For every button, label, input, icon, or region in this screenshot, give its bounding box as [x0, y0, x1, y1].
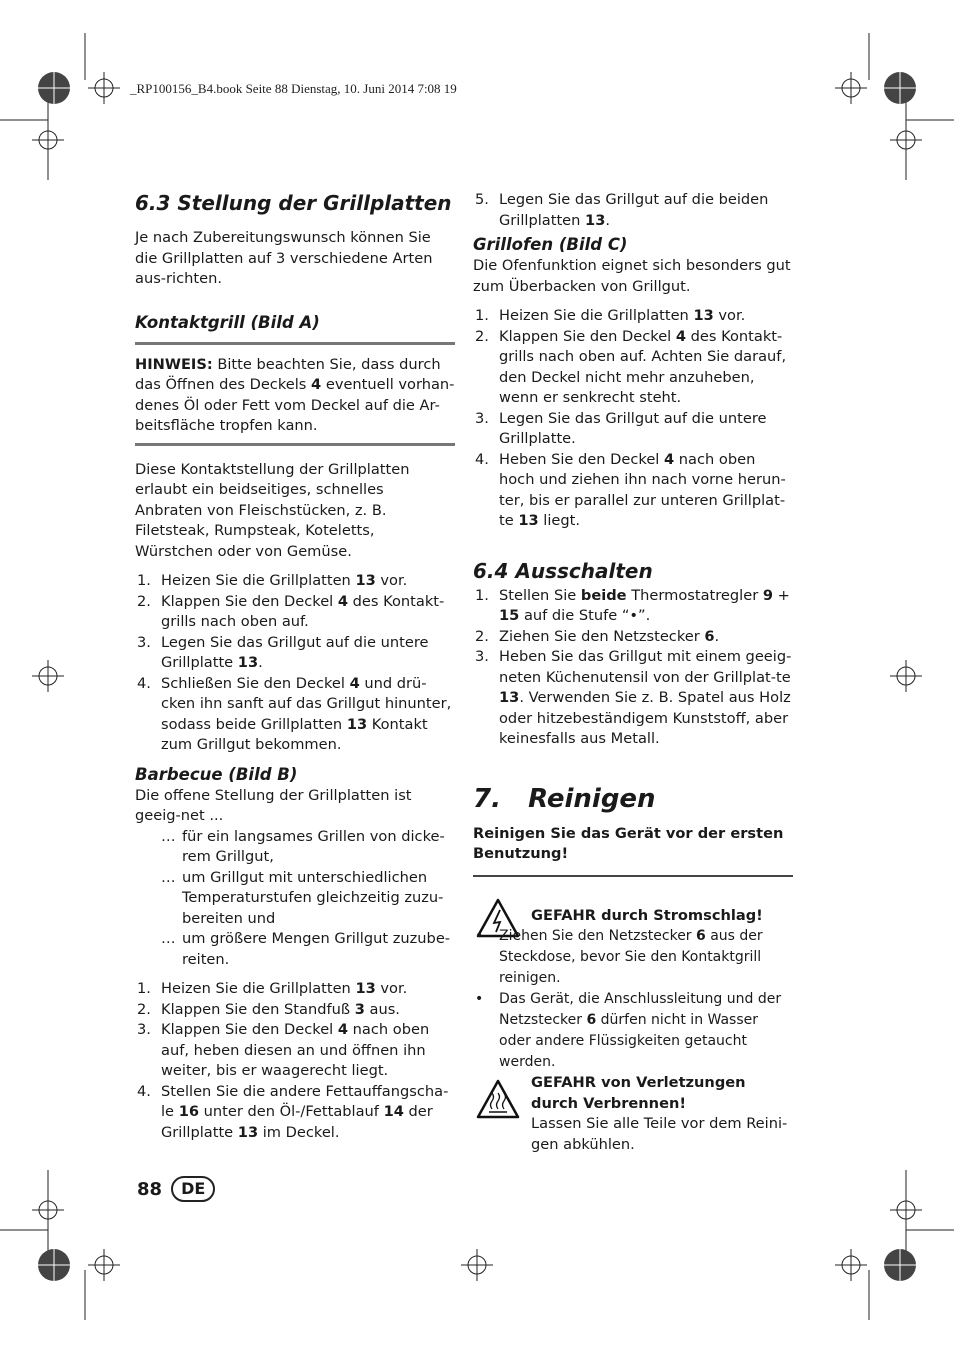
- list-item: • Ziehen Sie den Netzstecker 6 aus der Steckdose, bevor Sie den Kontaktgrill reinigen.: [475, 928, 763, 986]
- list-item: 4. Schließen Sie den Deckel 4 und drü-cken ihn sanft auf das Grillgut hinunter, sodass beide Grillplatten 13 Kontakt zum Grillgut bekommen.: [137, 674, 452, 753]
- kontaktgrill-description: Diese Kontaktstellung der Grillplatten erlaubt ein beidseitiges, schnelles Anbraten von Fleischstücken, z. B. Filetsteak, Rumpsteak, Koteletts, Würstchen oder von Gemüse.: [135, 460, 410, 560]
- list-item: 2. Klappen Sie den Deckel 4 des Kontakt-grills nach oben auf.: [137, 592, 445, 630]
- kontakt-step-5: [473, 190, 793, 231]
- list-item: … für ein langsames Grillen von dicke-rem Grillgut,: [161, 827, 445, 865]
- danger-burn: [473, 1073, 793, 1155]
- kontaktgrill-heading: Kontaktgrill (Bild A): [135, 312, 320, 332]
- list-item: 3. Heben Sie das Grillgut mit einem geeig-neten Küchenutensil von der Grillplat-te 13. Verwenden Sie z. B. Spatel aus Holz oder hitzebeständigem Kunststoff, aber keinesfalls aus Metall.: [475, 648, 792, 747]
- hint-text: HINWEIS: Bitte beachten Sie, dass durch das Öffnen des Deckels 4 eventuell vorhan-denes Öl oder Fett vom Deckel auf die Ar-beitsfläche tropfen kann.: [135, 355, 455, 434]
- danger-burn-title: GEFAHR von Verletzungen durch Verbrennen!: [531, 1074, 746, 1112]
- page-footer: [137, 1176, 215, 1202]
- left-column: [135, 190, 455, 1143]
- chapter-title-7: 7. Reinigen: [473, 783, 656, 814]
- section-title-6-3: 6.3 Stellung der Grillplatten: [135, 191, 452, 215]
- list-item: 1. Stellen Sie beide Thermostatregler 9 + 15 auf die Stufe “•”.: [475, 586, 790, 624]
- language-badge: DE: [171, 1176, 215, 1202]
- list-item: 2. Ziehen Sie den Netzstecker 6.: [475, 627, 720, 645]
- right-column: [473, 190, 793, 1155]
- danger-electric-title: GEFAHR durch Stromschlag!: [531, 906, 763, 924]
- list-item: 5. Legen Sie das Grillgut auf die beiden Grillplatten 13.: [475, 191, 769, 229]
- page-number: 88: [137, 1178, 163, 1200]
- barbecue-steps: [135, 979, 455, 1143]
- reinigen-note: Reinigen Sie das Gerät vor der ersten Benutzung!: [473, 824, 784, 862]
- ausschalten-steps: [473, 586, 793, 750]
- barbecue-uses: [135, 827, 455, 971]
- list-item: • Das Gerät, die Anschlussleitung und der Netzstecker 6 dürfen nicht in Wasser oder andere Flüssigkeiten getaucht werden.: [475, 991, 782, 1070]
- list-item: 4. Heben Sie den Deckel 4 nach oben hoch und ziehen ihn nach vorne herun-ter, bis er parallel zur unteren Grillplat-te 13 liegt.: [475, 450, 786, 529]
- list-item: 2. Klappen Sie den Deckel 4 des Kontakt-grills nach oben auf. Achten Sie darauf, den Deckel nicht mehr anzuheben, wenn er senkrecht steht.: [475, 327, 787, 406]
- list-item: 3. Legen Sie das Grillgut auf die untere Grillplatte.: [475, 409, 767, 447]
- grillofen-heading: Grillofen (Bild C): [473, 235, 628, 254]
- section-title-6-4: 6.4 Ausschalten: [473, 558, 653, 583]
- danger-electric-list: [473, 926, 793, 1073]
- hot-surface-warning-icon: [476, 1079, 520, 1119]
- list-item: 2. Klappen Sie den Standfuß 3 aus.: [137, 1000, 400, 1018]
- list-item: 1. Heizen Sie die Grillplatten 13 vor.: [137, 980, 408, 997]
- danger-burn-text: Lassen Sie alle Teile vor dem Reini-gen abkühlen.: [531, 1115, 788, 1153]
- grillofen-steps: [473, 306, 793, 532]
- list-item: 4. Stellen Sie die andere Fettauffangscha-le 16 unter den Öl-/Fettablauf 14 der Grillplatte 13 im Deckel.: [137, 1082, 449, 1141]
- danger-electric: [473, 906, 793, 927]
- divider: [473, 875, 793, 877]
- grillofen-description: Die Ofenfunktion eignet sich besonders gut zum Überbacken von Grillgut.: [473, 257, 791, 295]
- barbecue-heading: Barbecue (Bild B): [135, 764, 298, 784]
- list-item: 3. Legen Sie das Grillgut auf die untere Grillplatte 13.: [137, 633, 429, 671]
- print-header: _RP100156_B4.book Seite 88 Dienstag, 10. Juni 2014 7:08 19: [130, 81, 457, 96]
- list-item: 1. Heizen Sie die Grillplatten 13 vor.: [137, 572, 408, 589]
- list-item: … um größere Mengen Grillgut zuzube-reiten.: [161, 930, 451, 968]
- kontaktgrill-steps: [135, 571, 455, 756]
- list-item: 1. Heizen Sie die Grillplatten 13 vor.: [475, 307, 746, 324]
- barbecue-description: Die offene Stellung der Grillplatten ist geeig-net ...: [135, 786, 412, 824]
- hint-box: [135, 342, 455, 446]
- intro-text: Je nach Zubereitungswunsch können Sie die Grillplatten auf 3 verschiedene Arten aus-richten.: [135, 229, 433, 287]
- list-item: … um Grillgut mit unterschiedlichen Temperaturstufen gleichzeitig zuzu-bereiten und: [161, 868, 444, 927]
- list-item: 3. Klappen Sie den Deckel 4 nach oben auf, heben diesen an und öffnen ihn weiter, bis er waagerecht liegt.: [137, 1021, 430, 1079]
